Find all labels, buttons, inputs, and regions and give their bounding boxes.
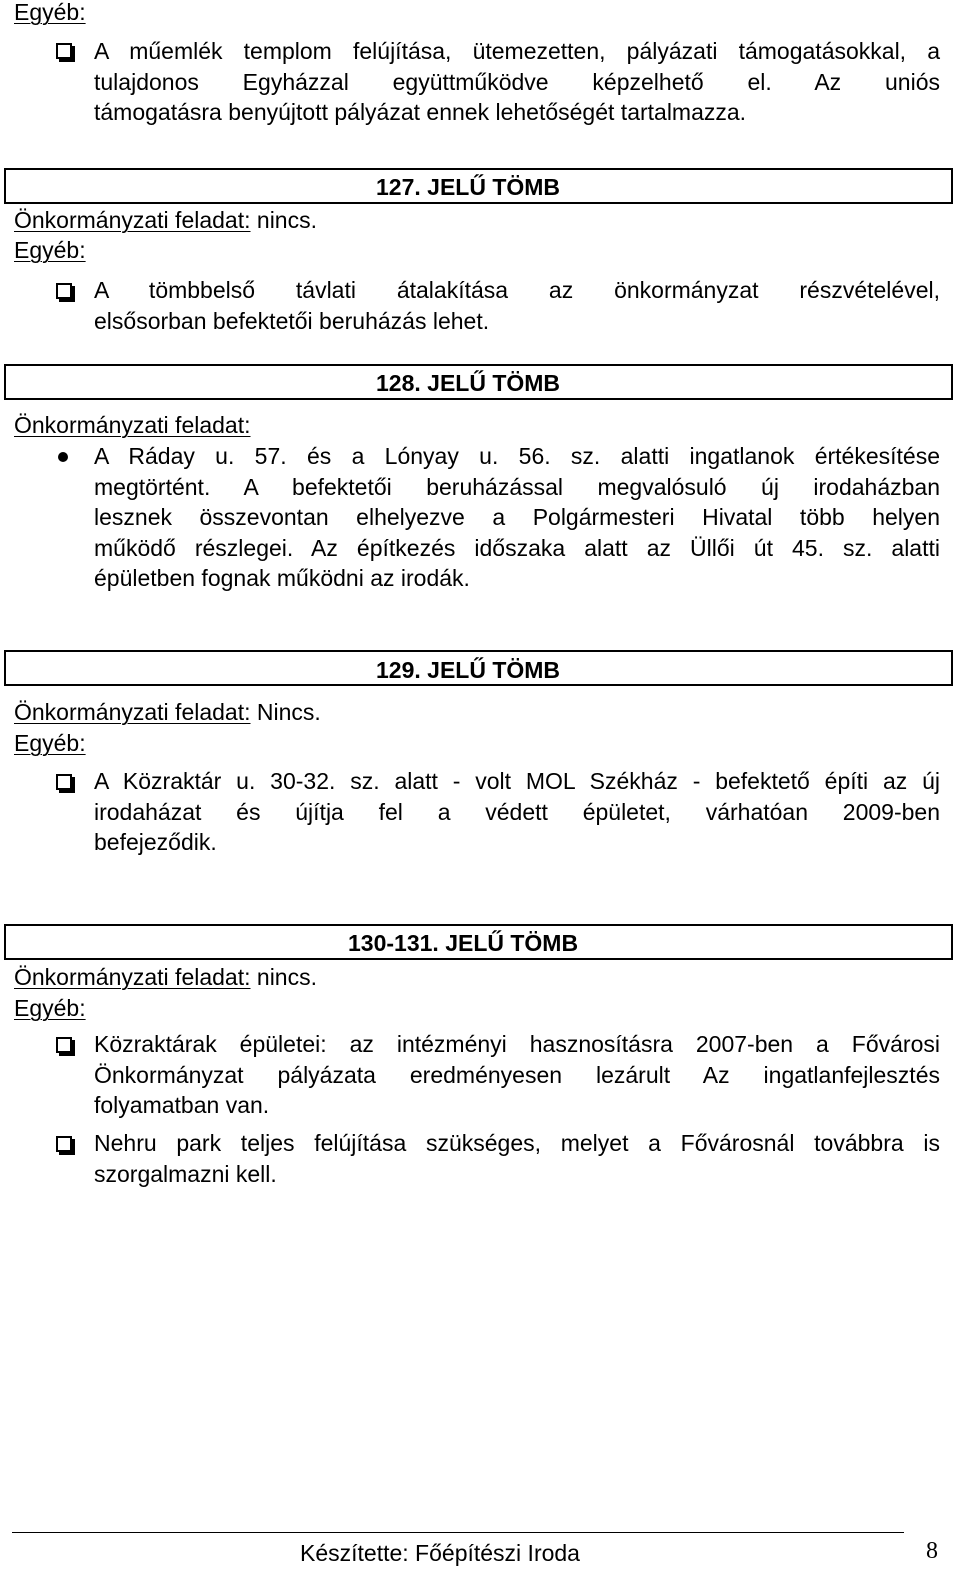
other-label: Egyéb: [14, 730, 86, 756]
item-line: A Közraktár u. 30-32. sz. alatt - volt MOL Székház - befektető építi az új [94, 768, 940, 794]
item-line: irodaházat és újítja fel a védett épületet, várhatóan 2009-ben [94, 798, 940, 825]
checkbox-bullet-icon [56, 1136, 72, 1152]
task-line [14, 410, 251, 440]
item-line: épületben fognak működni az irodák. [94, 565, 470, 591]
checkbox-bullet-icon [56, 1037, 72, 1053]
list-item [94, 441, 940, 594]
block-title: 129. JELŰ TÖMB [376, 657, 561, 683]
item-line: tulajdonos Egyházzal együttműködve képzelhető el. Az uniós [94, 68, 940, 95]
page-number: 8 [926, 1538, 938, 1564]
list-item [94, 36, 940, 128]
item-line: A műemlék templom felújítása, ütemezetten, pályázati támogatásokkal, a [94, 38, 940, 64]
task-value: nincs. [250, 964, 317, 990]
item-line: támogatásra benyújtott pályázat ennek lehetőségét tartalmazza. [94, 99, 747, 125]
task-line [14, 205, 317, 235]
task-line [14, 697, 321, 727]
item-line: Közraktárak épületei: az intézményi hasznosításra 2007-ben a Fővárosi [94, 1031, 940, 1057]
item-line: Önkormányzat pályázata eredményesen lezárult Az ingatlanfejlesztés [94, 1061, 940, 1088]
item-line: folyamatban van. [94, 1092, 270, 1118]
task-label: Önkormányzati feladat: [14, 207, 251, 233]
task-label: Önkormányzati feladat: [14, 964, 251, 990]
list-item [94, 1029, 940, 1121]
round-bullet-icon [58, 452, 68, 462]
item-line: befejeződik. [94, 829, 217, 855]
list-item [94, 275, 940, 336]
block-title: 128. JELŰ TÖMB [376, 370, 561, 396]
item-line: szorgalmazni kell. [94, 1160, 277, 1187]
block-title: 127. JELŰ TÖMB [376, 174, 561, 200]
other-label: Egyéb: [14, 995, 86, 1021]
footer-text: Készítette: Főépítészi Iroda [300, 1540, 580, 1566]
item-line: megtörtént. A befektetői beruházással megvalósuló új irodaházban [94, 473, 940, 500]
item-line: A tömbbelső távlati átalakítása az önkormányzat részvételével, [94, 277, 940, 303]
other-label: Egyéb: [14, 237, 86, 263]
item-line: működő részlegei. Az építkezés időszaka alatt az Üllői út 45. sz. alatti [94, 534, 940, 561]
item-line: A Ráday u. 57. és a Lónyay u. 56. sz. alatti ingatlanok értékesítése [94, 443, 940, 469]
block-title: 130-131. JELŰ TÖMB [348, 930, 579, 956]
task-value: nincs. [250, 207, 317, 233]
other-label: Egyéb: [14, 0, 86, 25]
task-label: Önkormányzati feladat: [14, 412, 251, 438]
checkbox-bullet-icon [56, 283, 72, 299]
checkbox-bullet-icon [56, 43, 72, 59]
checkbox-bullet-icon [56, 774, 72, 790]
task-value: Nincs. [250, 699, 321, 725]
task-label: Önkormányzati feladat: [14, 699, 251, 725]
list-item [94, 1128, 940, 1189]
footer-rule [12, 1532, 904, 1533]
item-line: lesznek összevontan elhelyezve a Polgármesteri Hivatal több helyen [94, 504, 940, 530]
item-line: elsősorban befektetői beruházás lehet. [94, 307, 490, 334]
item-line: Nehru park teljes felújítása szükséges, melyet a Fővárosnál továbbra is [94, 1130, 940, 1156]
task-line [14, 962, 317, 992]
list-item [94, 766, 940, 858]
